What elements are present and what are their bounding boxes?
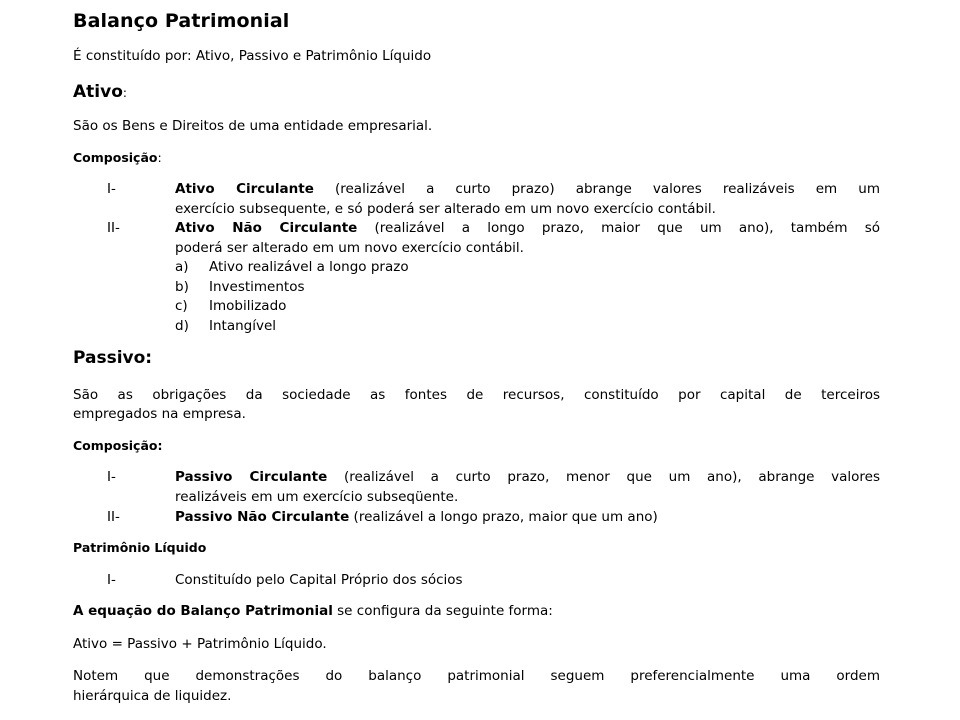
ativo-heading-label: Ativo: [73, 82, 123, 102]
passivo-item-2-roman: II-: [107, 509, 120, 525]
passivo-item-2-line1: [175, 509, 880, 525]
ativo-item-2-roman: II-: [107, 220, 120, 236]
passivo-item-2-bold: Passivo Não Circulante: [175, 509, 350, 525]
pl-item-text: Constituído pelo Capital Próprio dos sócios: [175, 572, 463, 588]
subitem-c-letter: c): [175, 298, 188, 314]
equacao-rest: se configura da seguinte forma:: [332, 603, 553, 619]
subitem-a-text: Ativo realizável a longo prazo: [209, 259, 409, 275]
ativo-item-2-rest: (realizável a longo prazo, maior que um ano), também só: [357, 220, 881, 236]
subitem-b-letter: b): [175, 279, 189, 295]
equacao-formula: Ativo = Passivo + Patrimônio Líquido.: [73, 636, 327, 652]
ativo-composicao-label: [73, 150, 162, 165]
subitem-d-text: Intangível: [209, 318, 277, 334]
ativo-composicao-bold: Composição: [73, 150, 158, 165]
passivo-item-1-roman: I-: [107, 469, 116, 485]
passivo-definition-line1: São as obrigações da sociedade as fontes de recursos, constituído por capital de terceiros: [73, 387, 880, 403]
pl-item-roman: I-: [107, 572, 116, 588]
ativo-item-1-bold: Ativo Circulante: [175, 181, 314, 197]
ativo-composicao-colon: :: [157, 150, 162, 165]
nota-line1: Notem que demonstrações do balanço patrimonial seguem preferencialmente uma ordem: [73, 668, 880, 684]
ativo-heading: [73, 82, 127, 102]
document-title: Balanço Patrimonial: [73, 10, 290, 32]
intro-text: É constituído por: Ativo, Passivo e Patrimônio Líquido: [73, 48, 432, 64]
equacao-bold: A equação do Balanço Patrimonial: [73, 603, 333, 619]
ativo-item-2-bold: Ativo Não Circulante: [175, 220, 358, 236]
passivo-item-2-rest: (realizável a longo prazo, maior que um ano): [349, 509, 658, 525]
ativo-item-2-line2: poderá ser alterado em um novo exercício contábil.: [175, 240, 524, 256]
ativo-item-1-rest: (realizável a curto prazo) abrange valores realizáveis em um: [313, 181, 880, 197]
ativo-definition: São os Bens e Direitos de uma entidade empresarial.: [73, 118, 433, 134]
passivo-item-1-line1: [175, 469, 880, 485]
passivo-item-1-line2: realizáveis em um exercício subseqüente.: [175, 489, 459, 505]
equacao-text: [73, 603, 553, 619]
subitem-a-letter: a): [175, 259, 189, 275]
ativo-item-2-line1: [175, 220, 880, 236]
passivo-heading: Passivo:: [73, 348, 153, 368]
passivo-definition-line2: empregados na empresa.: [73, 406, 246, 422]
ativo-heading-colon: :: [122, 86, 127, 100]
passivo-item-1-rest: (realizável a curto prazo, menor que um ano), abrange valores: [327, 469, 880, 485]
passivo-item-1-bold: Passivo Circulante: [175, 469, 328, 485]
pl-heading: Patrimônio Líquido: [73, 540, 207, 555]
ativo-item-1-line2: exercício subsequente, e só poderá ser alterado em um novo exercício contábil.: [175, 201, 716, 217]
subitem-d-letter: d): [175, 318, 189, 334]
passivo-composicao-label: Composição:: [73, 438, 163, 453]
subitem-c-text: Imobilizado: [209, 298, 287, 314]
ativo-item-1-line1: [175, 181, 880, 197]
ativo-item-1-roman: I-: [107, 181, 116, 197]
subitem-b-text: Investimentos: [209, 279, 305, 295]
nota-line2: hierárquica de liquidez.: [73, 688, 232, 704]
